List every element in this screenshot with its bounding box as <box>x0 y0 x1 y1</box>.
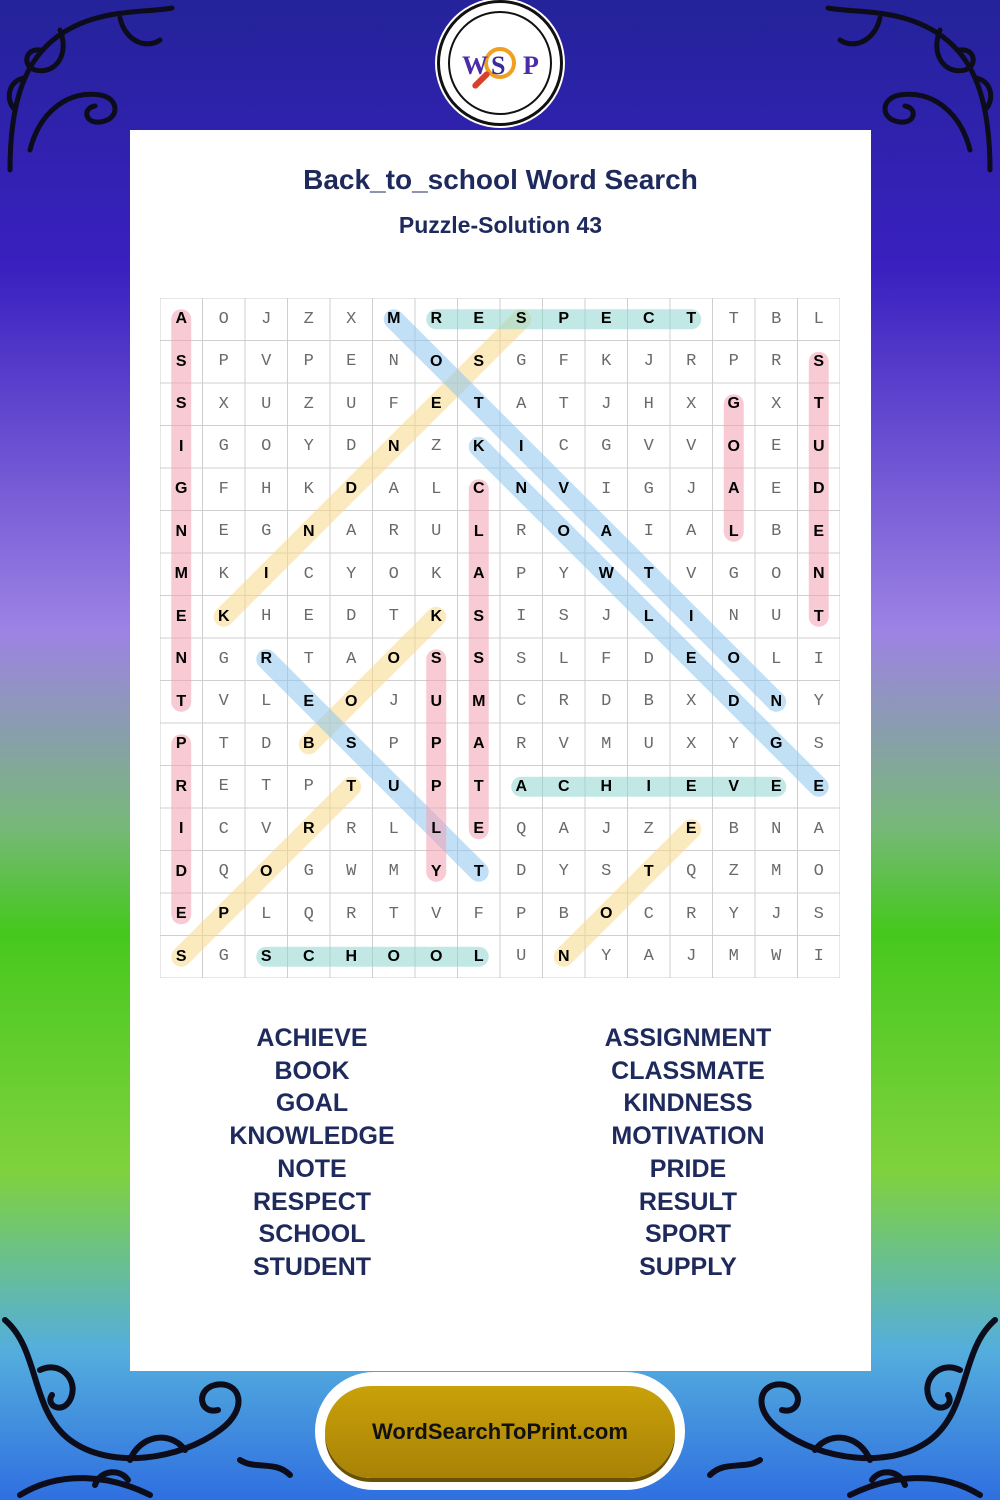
grid-cell[interactable]: O <box>388 564 399 584</box>
grid-cell[interactable]: L <box>473 522 484 540</box>
grid-cell[interactable]: G <box>601 437 612 457</box>
grid-cell[interactable]: B <box>302 735 315 753</box>
grid-cell[interactable]: Z <box>431 437 442 457</box>
grid-cell[interactable]: E <box>770 777 782 795</box>
grid-cell[interactable]: S <box>813 904 824 924</box>
grid-cell[interactable]: S <box>175 395 187 413</box>
grid-cell[interactable]: T <box>813 395 824 413</box>
grid-cell[interactable]: T <box>473 395 484 413</box>
grid-cell[interactable]: E <box>175 905 187 923</box>
word-list-left <box>162 1022 462 1284</box>
grid-cell[interactable]: R <box>175 777 188 795</box>
grid-cell[interactable]: I <box>646 777 651 795</box>
grid-cell[interactable]: K <box>431 564 442 584</box>
grid-cell[interactable]: B <box>643 692 654 712</box>
grid-cell[interactable]: X <box>686 692 697 712</box>
grid-cell[interactable]: X <box>771 394 782 414</box>
grid-cell[interactable]: D <box>601 692 612 712</box>
grid-cell[interactable]: M <box>728 947 739 967</box>
grid-cell[interactable]: E <box>771 437 782 457</box>
grid-cell[interactable]: I <box>516 607 527 627</box>
grid-cell[interactable]: A <box>472 565 485 583</box>
grid-cell[interactable]: T <box>176 692 187 710</box>
grid-cell[interactable]: O <box>727 650 740 668</box>
grid-cell[interactable]: P <box>218 352 229 372</box>
word-list-item: STUDENT <box>252 1252 372 1281</box>
grid-cell[interactable]: E <box>218 777 229 797</box>
grid-cell[interactable]: T <box>346 777 357 795</box>
grid-cell[interactable]: A <box>175 310 188 328</box>
grid-cell[interactable]: H <box>600 777 613 795</box>
grid-cell[interactable]: S <box>516 649 527 669</box>
grid-cell[interactable]: T <box>643 862 654 880</box>
grid-cell[interactable]: X <box>218 394 229 414</box>
grid-cell[interactable]: C <box>472 480 485 498</box>
grid-cell[interactable]: G <box>175 480 188 498</box>
grid-cell[interactable]: H <box>261 479 272 499</box>
grid-cell[interactable]: S <box>175 352 187 370</box>
grid-cell[interactable]: T <box>643 565 654 583</box>
grid-cell[interactable]: L <box>558 649 569 669</box>
grid-cell[interactable]: L <box>473 947 484 965</box>
grid-cell[interactable]: J <box>261 309 272 329</box>
grid-cell[interactable]: I <box>264 565 269 583</box>
grid-cell[interactable]: J <box>686 479 697 499</box>
grid-cell[interactable]: E <box>473 820 485 838</box>
grid-cell[interactable]: Y <box>558 862 569 882</box>
grid-cell[interactable]: K <box>217 607 230 625</box>
grid-cell[interactable]: Z <box>303 394 314 414</box>
grid-cell[interactable]: U <box>261 394 272 414</box>
word-list-item: RESPECT <box>252 1187 372 1216</box>
word-list-item: ACHIEVE <box>256 1024 368 1052</box>
grid-cell[interactable]: O <box>727 437 740 455</box>
grid-cell[interactable]: T <box>388 607 399 627</box>
grid-cell[interactable]: F <box>388 394 399 414</box>
grid-cell[interactable]: R <box>346 819 357 839</box>
grid-cell[interactable]: N <box>387 437 400 455</box>
grid-cell[interactable]: R <box>302 820 315 838</box>
grid-cell[interactable]: V <box>686 564 697 584</box>
grid-cell[interactable]: O <box>387 947 400 965</box>
grid-cell[interactable]: S <box>813 734 824 754</box>
grid-cell[interactable]: E <box>218 522 229 542</box>
word-list-item: ASSIGNMENT <box>604 1024 772 1052</box>
grid-cell[interactable]: Y <box>601 947 612 967</box>
grid-cell[interactable]: T <box>473 777 484 795</box>
grid-cell[interactable]: A <box>686 522 697 542</box>
grid-cell[interactable]: S <box>430 650 442 668</box>
grid-cell[interactable]: C <box>302 947 315 965</box>
grid-cell[interactable]: G <box>303 862 314 882</box>
grid-cell[interactable]: M <box>174 565 188 583</box>
grid-cell[interactable]: M <box>601 734 612 754</box>
grid-cell[interactable]: M <box>387 310 401 328</box>
grid-cell[interactable]: Q <box>516 819 527 839</box>
grid-cell[interactable]: V <box>558 480 570 498</box>
grid-cell[interactable]: Y <box>558 564 569 584</box>
grid-cell[interactable]: A <box>643 947 654 967</box>
grid-cell[interactable]: N <box>812 565 825 583</box>
grid-cell[interactable]: F <box>218 479 229 499</box>
grid-cell[interactable]: P <box>218 905 230 923</box>
grid-cell[interactable]: A <box>558 819 569 839</box>
grid-cell[interactable]: G <box>516 352 527 372</box>
grid-cell[interactable]: I <box>813 947 824 967</box>
grid-cell[interactable]: D <box>812 480 825 498</box>
word-search-grid <box>160 298 840 978</box>
grid-cell[interactable]: E <box>685 820 697 838</box>
website-link[interactable]: WordSearchToPrint.com <box>325 1386 675 1478</box>
grid-cell[interactable]: R <box>388 522 399 542</box>
grid-cell[interactable]: Y <box>728 904 739 924</box>
grid-cell[interactable]: F <box>473 904 484 924</box>
grid-cell[interactable]: T <box>558 394 569 414</box>
grid-cell[interactable]: T <box>813 607 824 625</box>
grid-cell[interactable]: S <box>473 650 485 668</box>
grid-cell[interactable]: R <box>686 904 697 924</box>
grid-cell[interactable]: N <box>515 480 528 498</box>
word-list-item: CLASSMATE <box>611 1056 765 1085</box>
grid-cell[interactable]: R <box>430 310 443 328</box>
grid-cell[interactable]: J <box>601 819 612 839</box>
grid-cell[interactable]: E <box>303 607 314 627</box>
grid-cell[interactable]: V <box>261 819 272 839</box>
grid-cell[interactable]: R <box>346 904 357 924</box>
grid-cell[interactable]: U <box>516 947 527 967</box>
grid-cell[interactable]: N <box>388 352 399 372</box>
grid-cell[interactable]: C <box>558 437 569 457</box>
grid-cell[interactable]: V <box>643 437 654 457</box>
grid-cell[interactable]: P <box>175 735 187 753</box>
grid-cell[interactable]: Z <box>303 309 314 329</box>
grid-cell[interactable]: B <box>728 819 739 839</box>
grid-cell[interactable]: S <box>813 352 825 370</box>
puzzle-sheet <box>130 130 871 1371</box>
word-list-item: SPORT <box>644 1220 732 1249</box>
grid-cell[interactable]: T <box>388 904 399 924</box>
grid-cell[interactable]: P <box>388 734 399 754</box>
grid-cell[interactable]: R <box>558 692 569 712</box>
grid-cell[interactable]: A <box>516 394 527 414</box>
grid-cell[interactable]: Q <box>218 862 229 882</box>
grid-cell[interactable]: J <box>643 352 654 372</box>
word-list-item: NOTE <box>277 1154 347 1183</box>
grid-cell[interactable]: L <box>643 607 654 625</box>
grid-cell[interactable]: K <box>601 352 612 372</box>
grid-cell[interactable]: M <box>771 862 782 882</box>
word-list-item: GOAL <box>275 1089 349 1118</box>
grid-cell[interactable]: Q <box>686 862 697 882</box>
grid-cell[interactable]: S <box>175 947 187 965</box>
grid-cell[interactable]: U <box>387 777 400 795</box>
word-list-item: BOOK <box>274 1056 350 1085</box>
grid-cell[interactable]: C <box>643 904 654 924</box>
grid-cell[interactable]: G <box>218 437 229 457</box>
grid-cell[interactable]: P <box>728 352 739 372</box>
grid-cell[interactable]: T <box>303 649 314 669</box>
grid-cell[interactable]: S <box>601 862 612 882</box>
grid-cell[interactable]: A <box>727 480 740 498</box>
grid-cell[interactable]: P <box>516 564 527 584</box>
grid-cell[interactable]: V <box>431 904 442 924</box>
word-list-item: RESULT <box>638 1187 738 1216</box>
grid-cell[interactable]: E <box>685 777 697 795</box>
grid-cell[interactable]: Z <box>728 862 739 882</box>
grid-cell[interactable]: M <box>472 692 486 710</box>
grid-cell[interactable]: I <box>179 437 184 455</box>
grid-cell[interactable]: M <box>388 862 399 882</box>
grid-cell[interactable]: A <box>346 522 357 542</box>
grid-cell[interactable]: G <box>728 564 739 584</box>
grid-cell[interactable]: I <box>643 522 654 542</box>
grid-cell[interactable]: E <box>175 607 187 625</box>
grid-cell[interactable]: Q <box>303 904 314 924</box>
grid-cell[interactable]: G <box>218 947 229 967</box>
grid-cell[interactable]: E <box>430 395 442 413</box>
grid-cell[interactable]: E <box>346 352 357 372</box>
grid-cell[interactable]: S <box>515 310 527 328</box>
grid-cell[interactable]: O <box>387 650 400 668</box>
grid-cell[interactable]: O <box>345 692 358 710</box>
grid-cell[interactable]: P <box>303 352 314 372</box>
grid-cell[interactable]: R <box>686 352 697 372</box>
grid-cell[interactable]: L <box>261 904 272 924</box>
grid-cell[interactable]: I <box>813 649 824 669</box>
grid-cell[interactable]: U <box>346 394 357 414</box>
grid-cell[interactable]: G <box>643 479 654 499</box>
footer-badge <box>315 1372 685 1490</box>
grid-cell[interactable]: A <box>813 819 824 839</box>
grid-cell[interactable]: F <box>558 352 569 372</box>
grid-cell[interactable]: L <box>813 309 824 329</box>
grid-cell[interactable]: T <box>728 309 739 329</box>
grid-cell[interactable]: N <box>302 522 315 540</box>
grid-cell[interactable]: K <box>430 607 443 625</box>
grid-cell[interactable]: O <box>218 309 229 329</box>
grid-cell[interactable]: G <box>218 649 229 669</box>
grid-cell[interactable]: L <box>431 820 442 838</box>
grid-cell[interactable]: R <box>516 734 527 754</box>
grid-cell[interactable]: B <box>771 522 782 542</box>
grid-cell[interactable]: K <box>218 564 229 584</box>
word-list-item: PRIDE <box>649 1154 727 1183</box>
wsp-logo <box>437 0 563 126</box>
puzzle-title: Back_to_school Word Search <box>303 164 698 195</box>
grid-cell[interactable]: V <box>558 734 569 754</box>
grid-cell[interactable]: N <box>175 650 188 668</box>
word-list-item: KINDNESS <box>623 1089 753 1118</box>
grid-cell[interactable]: E <box>600 310 612 328</box>
grid-cell[interactable]: A <box>600 522 613 540</box>
grid-cell[interactable]: X <box>686 394 697 414</box>
grid-cell[interactable]: J <box>388 692 399 712</box>
grid-cell[interactable]: A <box>515 777 528 795</box>
grid-cell[interactable]: D <box>516 862 527 882</box>
grid-cell[interactable]: S <box>345 735 357 753</box>
grid-cell[interactable]: U <box>431 522 442 542</box>
grid-cell[interactable]: T <box>473 862 484 880</box>
grid-cell[interactable]: U <box>812 437 825 455</box>
grid-cell[interactable]: O <box>771 564 782 584</box>
grid-cell[interactable]: D <box>346 607 357 627</box>
grid-cell[interactable]: P <box>430 735 442 753</box>
grid-cell[interactable]: J <box>601 607 612 627</box>
grid-cell[interactable]: E <box>303 692 315 710</box>
logo-letter-p: P <box>523 51 539 80</box>
grid-cell[interactable]: A <box>346 649 357 669</box>
grid-cell[interactable]: Y <box>346 564 357 584</box>
grid-cell[interactable]: S <box>558 607 569 627</box>
grid-cell[interactable]: N <box>557 947 570 965</box>
grid-cell[interactable]: L <box>728 522 739 540</box>
grid-cell[interactable]: D <box>727 692 740 710</box>
grid-cell[interactable]: D <box>643 649 654 669</box>
puzzle-subtitle: Puzzle-Solution 43 <box>398 212 603 238</box>
grid-cell[interactable]: F <box>601 649 612 669</box>
word-list-item: KNOWLEDGE <box>229 1122 395 1151</box>
grid-cell[interactable]: P <box>516 904 527 924</box>
word-list-item: SCHOOL <box>258 1220 366 1249</box>
grid-cell[interactable]: E <box>813 777 825 795</box>
grid-cell[interactable]: L <box>431 479 442 499</box>
logo-letter-s: S <box>491 51 506 80</box>
grid-cell[interactable]: X <box>346 309 357 329</box>
grid-cell[interactable]: P <box>303 777 314 797</box>
grid-cell[interactable]: C <box>516 692 527 712</box>
grid-cell[interactable]: L <box>771 649 782 669</box>
grid-cell[interactable]: S <box>473 607 485 625</box>
grid-cell[interactable]: H <box>261 607 272 627</box>
grid-cell[interactable]: V <box>218 692 229 712</box>
grid-cell[interactable]: C <box>303 564 314 584</box>
grid-cell[interactable]: V <box>728 777 740 795</box>
grid-cell[interactable]: I <box>519 437 524 455</box>
grid-cell[interactable]: J <box>686 947 697 967</box>
grid-cell[interactable]: R <box>260 650 273 668</box>
grid-cell[interactable]: P <box>558 310 570 328</box>
grid-cell[interactable]: B <box>558 904 569 924</box>
grid-cell[interactable]: R <box>516 522 527 542</box>
grid-cell[interactable]: I <box>179 820 184 838</box>
grid-cell[interactable]: A <box>472 735 485 753</box>
grid-cell[interactable]: S <box>260 947 272 965</box>
grid-cell[interactable]: C <box>642 310 655 328</box>
grid-cell[interactable]: N <box>728 607 739 627</box>
grid-cell[interactable]: V <box>261 352 272 372</box>
grid-cell[interactable]: U <box>771 607 782 627</box>
grid-cell[interactable]: G <box>770 735 783 753</box>
grid-cell[interactable]: O <box>557 522 570 540</box>
grid-cell[interactable]: K <box>472 437 485 455</box>
grid-cell[interactable]: X <box>686 734 697 754</box>
grid-cell[interactable]: O <box>430 352 443 370</box>
grid-cell[interactable]: Y <box>728 734 739 754</box>
grid-cell[interactable]: J <box>601 394 612 414</box>
grid-cell[interactable]: W <box>598 565 614 583</box>
grid-cell[interactable]: O <box>600 905 613 923</box>
grid-cell[interactable]: O <box>430 947 443 965</box>
grid-cell[interactable]: U <box>643 734 654 754</box>
grid-cell[interactable]: B <box>771 309 782 329</box>
grid-cell[interactable]: C <box>557 777 570 795</box>
grid-cell[interactable]: K <box>303 479 314 499</box>
grid-cell[interactable]: E <box>473 310 485 328</box>
grid-cell[interactable]: Z <box>643 819 654 839</box>
grid-cell[interactable]: E <box>685 650 697 668</box>
grid-cell[interactable]: W <box>346 862 357 882</box>
grid-cell[interactable]: P <box>430 777 442 795</box>
logo-letter-w: W <box>462 51 488 80</box>
grid-cell[interactable]: H <box>643 394 654 414</box>
grid-cell[interactable]: G <box>727 395 740 413</box>
grid-cell[interactable]: U <box>430 692 443 710</box>
grid-cell[interactable]: T <box>686 310 697 328</box>
grid-cell[interactable]: Y <box>813 692 824 712</box>
grid-cell[interactable]: A <box>388 479 399 499</box>
grid-cell[interactable]: T <box>261 777 272 797</box>
grid-cell[interactable]: H <box>345 947 358 965</box>
grid-cell[interactable]: O <box>260 862 273 880</box>
grid-cell[interactable]: D <box>175 862 188 880</box>
grid-cell[interactable]: Y <box>303 437 314 457</box>
word-list-right <box>538 1022 838 1284</box>
grid-cell[interactable]: O <box>261 437 272 457</box>
grid-cell[interactable]: E <box>771 479 782 499</box>
grid-cell[interactable]: Y <box>430 862 442 880</box>
grid-cell[interactable]: N <box>175 522 188 540</box>
grid-cell[interactable]: O <box>813 862 824 882</box>
grid-cell[interactable]: D <box>261 734 272 754</box>
grid-cell[interactable]: T <box>218 734 229 754</box>
grid-cell[interactable]: D <box>346 437 357 457</box>
grid-cell[interactable]: J <box>771 904 782 924</box>
grid-cell[interactable]: L <box>388 819 399 839</box>
grid-cell[interactable]: E <box>813 522 825 540</box>
grid-cell[interactable]: L <box>261 692 272 712</box>
grid-cell[interactable]: N <box>771 819 782 839</box>
grid-cell[interactable]: W <box>771 947 782 967</box>
grid-cell[interactable]: D <box>345 480 358 498</box>
grid-cell[interactable]: S <box>473 352 485 370</box>
grid-cell[interactable]: V <box>686 437 697 457</box>
letter-grid <box>160 298 840 978</box>
grid-cell[interactable]: I <box>689 607 694 625</box>
word-list-item: MOTIVATION <box>611 1122 765 1151</box>
grid-cell[interactable]: R <box>771 352 782 372</box>
grid-cell[interactable]: C <box>218 819 229 839</box>
grid-cell[interactable]: G <box>261 522 272 542</box>
grid-cell[interactable]: N <box>770 692 783 710</box>
word-list-item: SUPPLY <box>639 1252 737 1281</box>
grid-cell[interactable]: I <box>601 479 612 499</box>
